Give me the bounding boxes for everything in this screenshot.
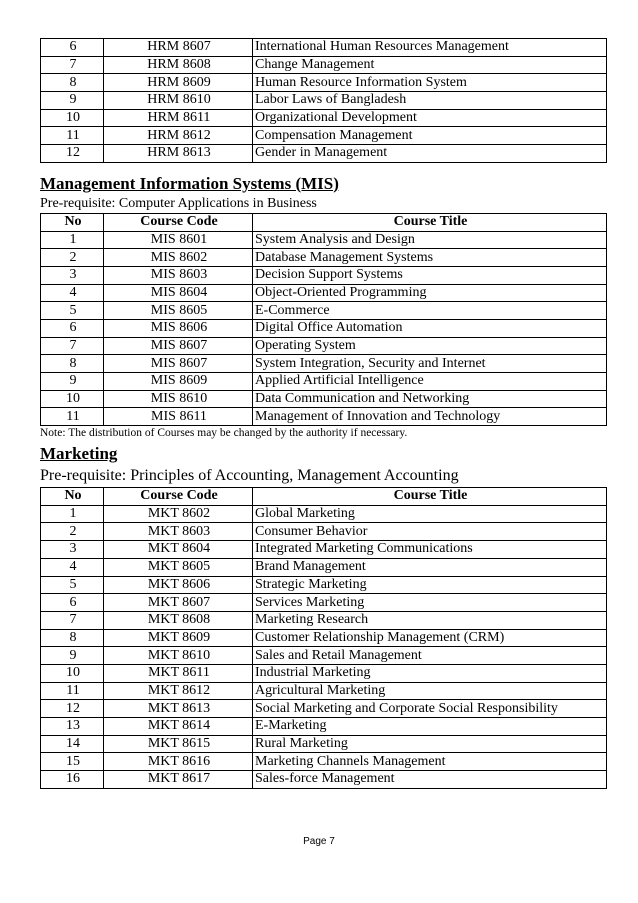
cell-course-code: MKT 8612 xyxy=(104,682,253,700)
cell-course-title: Integrated Marketing Communications xyxy=(253,541,607,559)
column-header-course-code: Course Code xyxy=(104,488,253,506)
mis-note: Note: The distribution of Courses may be changed by the authority if necessary. xyxy=(40,427,408,440)
table-row xyxy=(41,390,607,408)
cell-course-title: Decision Support Systems xyxy=(253,266,607,284)
cell-no: 6 xyxy=(41,319,104,337)
table-row xyxy=(41,266,607,284)
cell-course-code: MKT 8604 xyxy=(104,541,253,559)
cell-course-code: MKT 8613 xyxy=(104,700,253,718)
cell-no: 16 xyxy=(41,771,104,789)
cell-no: 5 xyxy=(41,576,104,594)
table-row xyxy=(41,302,607,320)
cell-course-code: MIS 8611 xyxy=(104,408,253,426)
table-row xyxy=(41,771,607,789)
cell-no: 3 xyxy=(41,541,104,559)
mis-section-heading: Management Information Systems (MIS) xyxy=(40,173,339,193)
table-row xyxy=(41,284,607,302)
cell-course-title: Customer Relationship Management (CRM) xyxy=(253,629,607,647)
cell-no: 1 xyxy=(41,505,104,523)
cell-no: 7 xyxy=(41,337,104,355)
cell-course-code: HRM 8612 xyxy=(104,127,253,145)
cell-course-code: MIS 8604 xyxy=(104,284,253,302)
table-row xyxy=(41,145,607,163)
cell-no: 6 xyxy=(41,39,104,57)
cell-course-title: Gender in Management xyxy=(253,145,607,163)
cell-course-code: MKT 8608 xyxy=(104,611,253,629)
cell-course-code: MIS 8610 xyxy=(104,390,253,408)
cell-course-code: MKT 8602 xyxy=(104,505,253,523)
cell-course-title: Consumer Behavior xyxy=(253,523,607,541)
cell-no: 7 xyxy=(41,611,104,629)
table-row xyxy=(41,523,607,541)
cell-course-code: HRM 8611 xyxy=(104,109,253,127)
cell-no: 8 xyxy=(41,74,104,92)
cell-no: 12 xyxy=(41,700,104,718)
cell-course-title: Marketing Research xyxy=(253,611,607,629)
cell-course-title: Global Marketing xyxy=(253,505,607,523)
table-row xyxy=(41,337,607,355)
cell-course-title: Data Communication and Networking xyxy=(253,390,607,408)
cell-course-code: MKT 8606 xyxy=(104,576,253,594)
table-row xyxy=(41,647,607,665)
table-row xyxy=(41,541,607,559)
cell-no: 10 xyxy=(41,109,104,127)
cell-no: 10 xyxy=(41,664,104,682)
cell-no: 14 xyxy=(41,735,104,753)
cell-course-code: MKT 8611 xyxy=(104,664,253,682)
cell-course-code: HRM 8613 xyxy=(104,145,253,163)
cell-course-code: MKT 8610 xyxy=(104,647,253,665)
cell-no: 8 xyxy=(41,629,104,647)
hrm-course-table xyxy=(40,38,607,163)
cell-no: 2 xyxy=(41,249,104,267)
cell-course-code: MKT 8605 xyxy=(104,558,253,576)
cell-course-title: E-Commerce xyxy=(253,302,607,320)
marketing-section-heading: Marketing xyxy=(40,444,118,464)
cell-course-title: Operating System xyxy=(253,337,607,355)
cell-course-code: MIS 8605 xyxy=(104,302,253,320)
cell-course-code: MKT 8607 xyxy=(104,594,253,612)
cell-no: 13 xyxy=(41,718,104,736)
cell-no: 7 xyxy=(41,56,104,74)
cell-course-code: MIS 8606 xyxy=(104,319,253,337)
table-row xyxy=(41,558,607,576)
cell-no: 9 xyxy=(41,373,104,391)
cell-course-code: MIS 8603 xyxy=(104,266,253,284)
document-page xyxy=(40,38,606,789)
cell-no: 11 xyxy=(41,408,104,426)
column-header-no: No xyxy=(41,213,104,231)
cell-no: 9 xyxy=(41,92,104,110)
column-header-course-title: Course Title xyxy=(253,213,607,231)
cell-no: 2 xyxy=(41,523,104,541)
table-row xyxy=(41,39,607,57)
cell-course-code: MIS 8601 xyxy=(104,231,253,249)
cell-course-code: MKT 8615 xyxy=(104,735,253,753)
cell-course-title: E-Marketing xyxy=(253,718,607,736)
cell-course-title: Industrial Marketing xyxy=(253,664,607,682)
cell-no: 1 xyxy=(41,231,104,249)
cell-course-title: Organizational Development xyxy=(253,109,607,127)
table-row xyxy=(41,408,607,426)
table-row xyxy=(41,92,607,110)
column-header-course-title: Course Title xyxy=(253,488,607,506)
table-row xyxy=(41,718,607,736)
cell-no: 9 xyxy=(41,647,104,665)
marketing-prerequisite: Pre-requisite: Principles of Accounting, Management Accounting xyxy=(40,467,459,485)
cell-no: 4 xyxy=(41,284,104,302)
table-row xyxy=(41,127,607,145)
marketing-course-table xyxy=(40,487,607,789)
cell-course-title: Management of Innovation and Technology xyxy=(253,408,607,426)
cell-no: 11 xyxy=(41,127,104,145)
table-row xyxy=(41,319,607,337)
cell-course-title: Object-Oriented Programming xyxy=(253,284,607,302)
column-header-no: No xyxy=(41,488,104,506)
mis-course-table xyxy=(40,213,607,426)
cell-course-code: HRM 8608 xyxy=(104,56,253,74)
cell-course-title: System Analysis and Design xyxy=(253,231,607,249)
cell-course-code: HRM 8610 xyxy=(104,92,253,110)
cell-course-title: Change Management xyxy=(253,56,607,74)
table-row xyxy=(41,700,607,718)
mis-prerequisite: Pre-requisite: Computer Applications in Business xyxy=(40,195,317,211)
table-row xyxy=(41,611,607,629)
cell-course-title: Services Marketing xyxy=(253,594,607,612)
cell-course-title: Applied Artificial Intelligence xyxy=(253,373,607,391)
cell-course-code: HRM 8609 xyxy=(104,74,253,92)
cell-course-title: Digital Office Automation xyxy=(253,319,607,337)
cell-no: 6 xyxy=(41,594,104,612)
cell-course-title: International Human Resources Management xyxy=(253,39,607,57)
table-row xyxy=(41,576,607,594)
cell-no: 3 xyxy=(41,266,104,284)
cell-course-code: MKT 8617 xyxy=(104,771,253,789)
cell-no: 5 xyxy=(41,302,104,320)
cell-course-code: MIS 8607 xyxy=(104,337,253,355)
cell-course-code: HRM 8607 xyxy=(104,39,253,57)
cell-course-title: System Integration, Security and Internet xyxy=(253,355,607,373)
cell-course-title: Rural Marketing xyxy=(253,735,607,753)
table-row xyxy=(41,682,607,700)
table-row xyxy=(41,109,607,127)
cell-no: 8 xyxy=(41,355,104,373)
cell-course-code: MKT 8609 xyxy=(104,629,253,647)
cell-course-title: Sales and Retail Management xyxy=(253,647,607,665)
cell-no: 12 xyxy=(41,145,104,163)
cell-no: 15 xyxy=(41,753,104,771)
table-row xyxy=(41,56,607,74)
table-row xyxy=(41,505,607,523)
cell-no: 4 xyxy=(41,558,104,576)
cell-course-code: MKT 8603 xyxy=(104,523,253,541)
cell-course-title: Human Resource Information System xyxy=(253,74,607,92)
page-number: Page 7 xyxy=(303,836,335,847)
cell-course-title: Social Marketing and Corporate Social Responsibility xyxy=(253,700,607,718)
table-row xyxy=(41,753,607,771)
column-header-course-code: Course Code xyxy=(104,213,253,231)
cell-course-title: Database Management Systems xyxy=(253,249,607,267)
table-header-row xyxy=(41,213,607,231)
cell-course-code: MKT 8614 xyxy=(104,718,253,736)
cell-course-code: MIS 8607 xyxy=(104,355,253,373)
table-row xyxy=(41,664,607,682)
cell-course-title: Marketing Channels Management xyxy=(253,753,607,771)
cell-course-title: Agricultural Marketing xyxy=(253,682,607,700)
cell-course-title: Brand Management xyxy=(253,558,607,576)
cell-course-title: Sales-force Management xyxy=(253,771,607,789)
table-row xyxy=(41,629,607,647)
table-row xyxy=(41,74,607,92)
table-row xyxy=(41,355,607,373)
table-row xyxy=(41,594,607,612)
table-row xyxy=(41,231,607,249)
cell-course-code: MKT 8616 xyxy=(104,753,253,771)
table-header-row xyxy=(41,488,607,506)
cell-course-title: Labor Laws of Bangladesh xyxy=(253,92,607,110)
cell-course-title: Strategic Marketing xyxy=(253,576,607,594)
cell-no: 10 xyxy=(41,390,104,408)
cell-no: 11 xyxy=(41,682,104,700)
table-row xyxy=(41,373,607,391)
cell-course-code: MIS 8609 xyxy=(104,373,253,391)
table-row xyxy=(41,249,607,267)
cell-course-title: Compensation Management xyxy=(253,127,607,145)
table-row xyxy=(41,735,607,753)
cell-course-code: MIS 8602 xyxy=(104,249,253,267)
